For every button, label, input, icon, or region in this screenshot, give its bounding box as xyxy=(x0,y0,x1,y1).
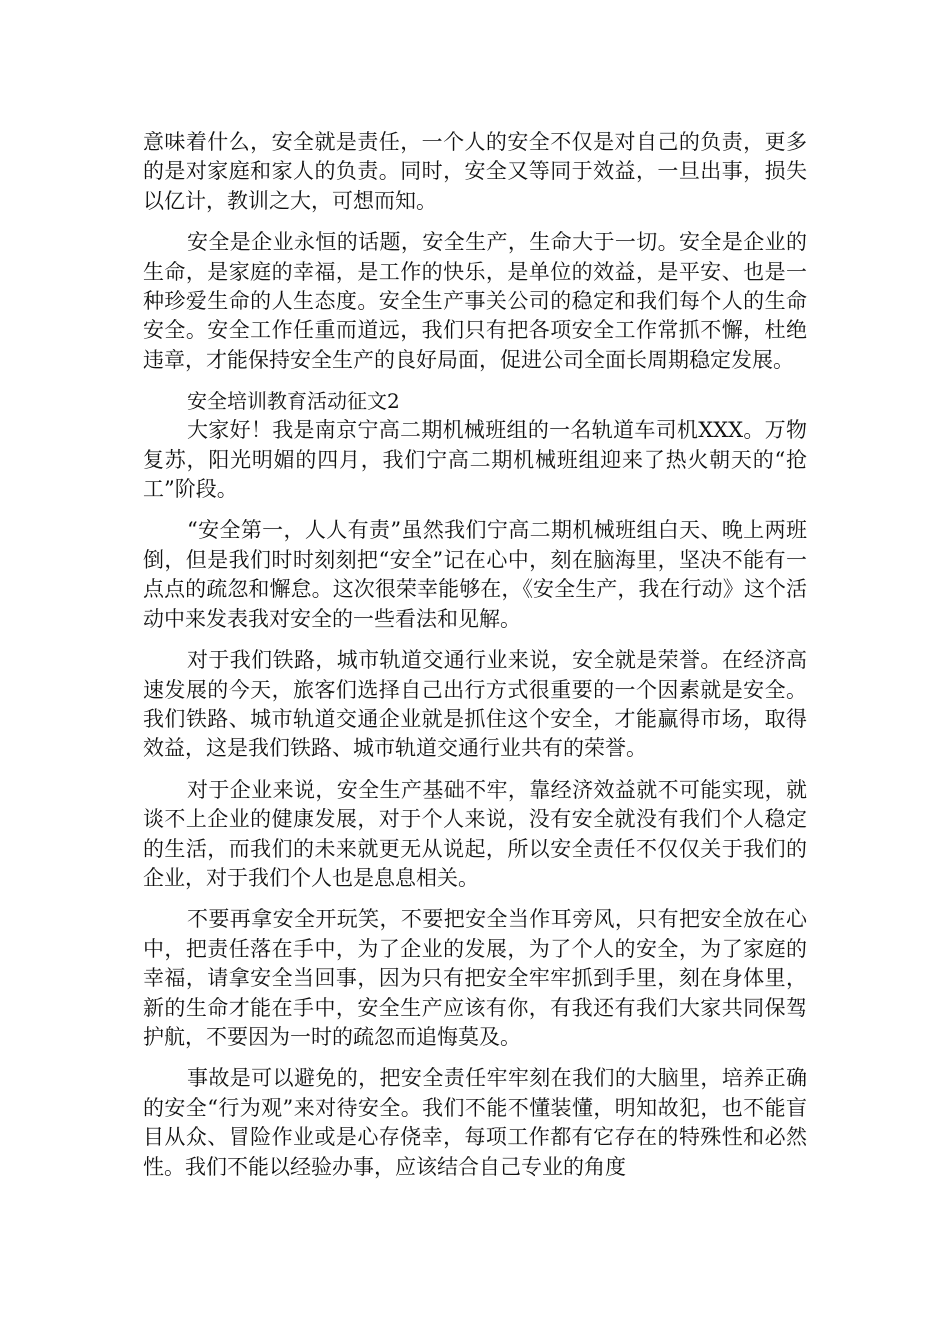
document-body xyxy=(143,128,807,1194)
section-heading: 安全培训教育活动征文2 xyxy=(187,389,400,414)
paragraph: 不要再拿安全开玩笑，不要把安全当作耳旁风，只有把安全放在心中，把责任落在手中，为了企业的发展，为了个人的安全，为了家庭的幸福，请拿安全当回事，因为只有把安全牢牢抓到手里，刻在身体里，新的生命才能在手中，安全生产应该有你，有我还有我们大家共同保驾护航，不要因为一时的疏忽而追悔莫及。 xyxy=(143,907,807,1049)
paragraph: 大家好！我是南京宁高二期机械班组的一名轨道车司机XXX。万物复苏，阳光明媚的四月，我们宁高二期机械班组迎来了热火朝天的“抢工”阶段。 xyxy=(143,418,807,502)
paragraph-continuation: 意味着什么，安全就是责任，一个人的安全不仅是对自己的负责，更多的是对家庭和家人的负责。同时，安全又等同于效益，一旦出事，损失以亿计，教训之大，可想而知。 xyxy=(143,130,807,213)
paragraph: 事故是可以避免的，把安全责任牢牢刻在我们的大脑里，培养正确的安全“行为观”来对待安全。我们不能不懂装懂，明知故犯，也不能盲目从众、冒险作业或是心存侥幸，每项工作都有它存在的特殊性和必然性。我们不能以经验办事，应该结合自己专业的角度 xyxy=(143,1066,807,1179)
paragraph: 对于我们铁路，城市轨道交通行业来说，安全就是荣誉。在经济高速发展的今天，旅客们选择自己出行方式很重要的一个因素就是安全。我们铁路、城市轨道交通企业就是抓住这个安全，才能赢得市场，取得效益，这是我们铁路、城市轨道交通行业共有的荣誉。 xyxy=(143,648,807,761)
paragraph: 安全是企业永恒的话题，安全生产，生命大于一切。安全是企业的生命，是家庭的幸福，是工作的快乐，是单位的效益，是平安、也是一种珍爱生命的人生态度。安全生产事关公司的稳定和我们每个人的生命安全。安全工作任重而道远，我们只有把各项安全工作常抓不懈，杜绝违章，才能保持安全生产的良好局面，促进公司全面长周期稳定发展。 xyxy=(143,230,807,372)
paragraph: “安全第一，人人有责”虽然我们宁高二期机械班组白天、晚上两班倒，但是我们时时刻刻把“安全”记在心中，刻在脑海里，坚决不能有一点点的疏忽和懈怠。这次很荣幸能够在，《安全生产，我在行动》这个活动中来发表我对安全的一些看法和见解。 xyxy=(143,518,807,631)
paragraph: 对于企业来说，安全生产基础不牢，靠经济效益就不可能实现，就谈不上企业的健康发展，对于个人来说，没有安全就没有我们个人稳定的生活，而我们的未来就更无从说起，所以安全责任不仅仅关于我们的企业，对于我们个人也是息息相关。 xyxy=(143,777,807,890)
